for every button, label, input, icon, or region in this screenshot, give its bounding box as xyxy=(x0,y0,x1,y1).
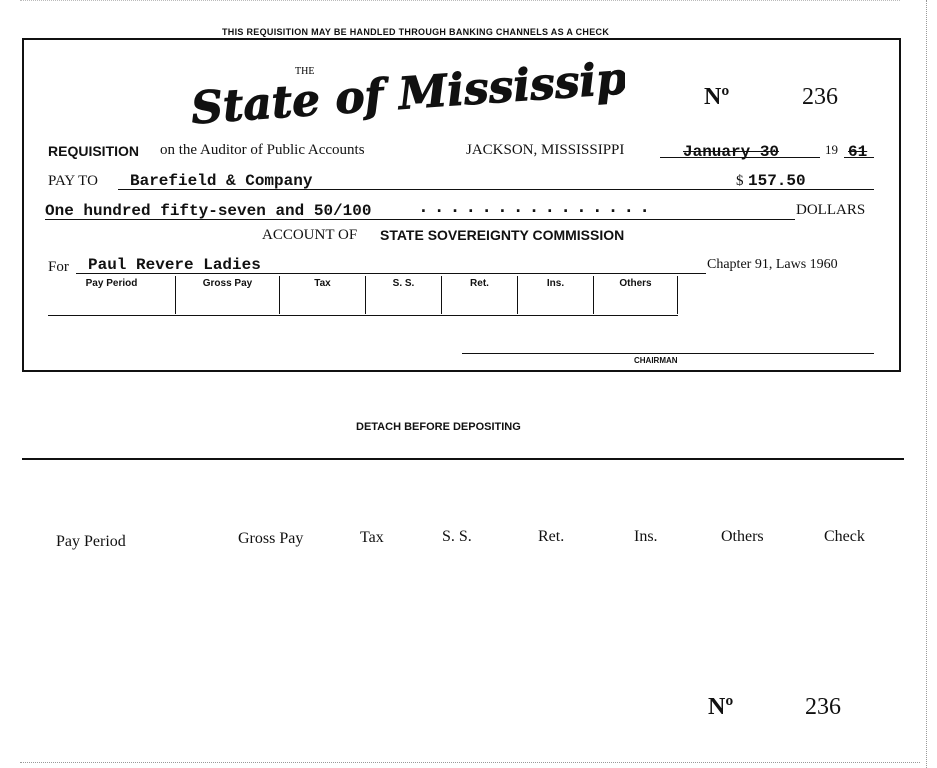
number-label: Nº xyxy=(704,84,730,110)
requisition-number: 236 xyxy=(802,84,838,110)
account-name: STATE SOVEREIGNTY COMMISSION xyxy=(380,227,625,243)
stub-pay-period: Pay Period xyxy=(56,533,126,550)
location-text: JACKSON, MISSISSIPPI xyxy=(466,142,625,158)
dollars-label: DOLLARS xyxy=(796,202,866,218)
stub-check: Check xyxy=(824,528,865,545)
deduction-tax: Tax xyxy=(280,276,366,314)
year-suffix: 61 xyxy=(848,143,868,161)
date-value: January 30 xyxy=(683,143,780,161)
auditor-text: on the Auditor of Public Accounts xyxy=(160,142,365,158)
svg-text:State of Mississippi: State of Mississippi xyxy=(189,58,625,128)
deduction-ins: Ins. xyxy=(518,276,594,314)
deductions-grid xyxy=(48,276,678,314)
top-dotted-edge xyxy=(20,0,900,1)
detach-line xyxy=(22,458,904,460)
banking-notice: THIS REQUISITION MAY BE HANDLED THROUGH BANKING CHANNELS AS A CHECK xyxy=(222,27,610,37)
stub-number-label: Nº xyxy=(708,694,734,720)
amount-words: One hundred fifty-seven and 50/100 xyxy=(45,202,372,220)
for-label: For xyxy=(48,259,69,275)
for-value: Paul Revere Ladies xyxy=(88,256,261,274)
stub-tax: Tax xyxy=(360,529,384,546)
svg-text:THE: THE xyxy=(295,66,315,77)
law-reference: Chapter 91, Laws 1960 xyxy=(707,257,838,272)
stub-gross-pay: Gross Pay xyxy=(238,530,304,547)
deduction-ret: Ret. xyxy=(442,276,518,314)
year-prefix: 19 xyxy=(825,142,838,157)
stub-number: 236 xyxy=(805,694,841,720)
chairman-label: CHAIRMAN xyxy=(634,356,678,365)
deduction-gross-pay: Gross Pay xyxy=(176,276,280,314)
pay-to-label: PAY TO xyxy=(48,173,98,189)
payee-name: Barefield & Company xyxy=(130,172,313,190)
currency-sign: $ xyxy=(736,173,744,189)
detach-notice: DETACH BEFORE DEPOSITING xyxy=(356,421,521,433)
stub-ins: Ins. xyxy=(634,528,658,545)
amount-figures: 157.50 xyxy=(748,172,806,190)
deduction-ss: S. S. xyxy=(366,276,442,314)
amount-fill-dots: ............... xyxy=(418,198,656,218)
state-seal-logo xyxy=(185,58,625,133)
deduction-pay-period: Pay Period xyxy=(48,276,176,314)
deduction-others: Others xyxy=(594,276,678,314)
stub-others: Others xyxy=(721,528,764,545)
stub-ss: S. S. xyxy=(442,528,472,545)
requisition-heading: REQUISITION xyxy=(48,143,140,159)
stub-ret: Ret. xyxy=(538,528,565,545)
account-prefix: ACCOUNT OF xyxy=(262,227,358,243)
